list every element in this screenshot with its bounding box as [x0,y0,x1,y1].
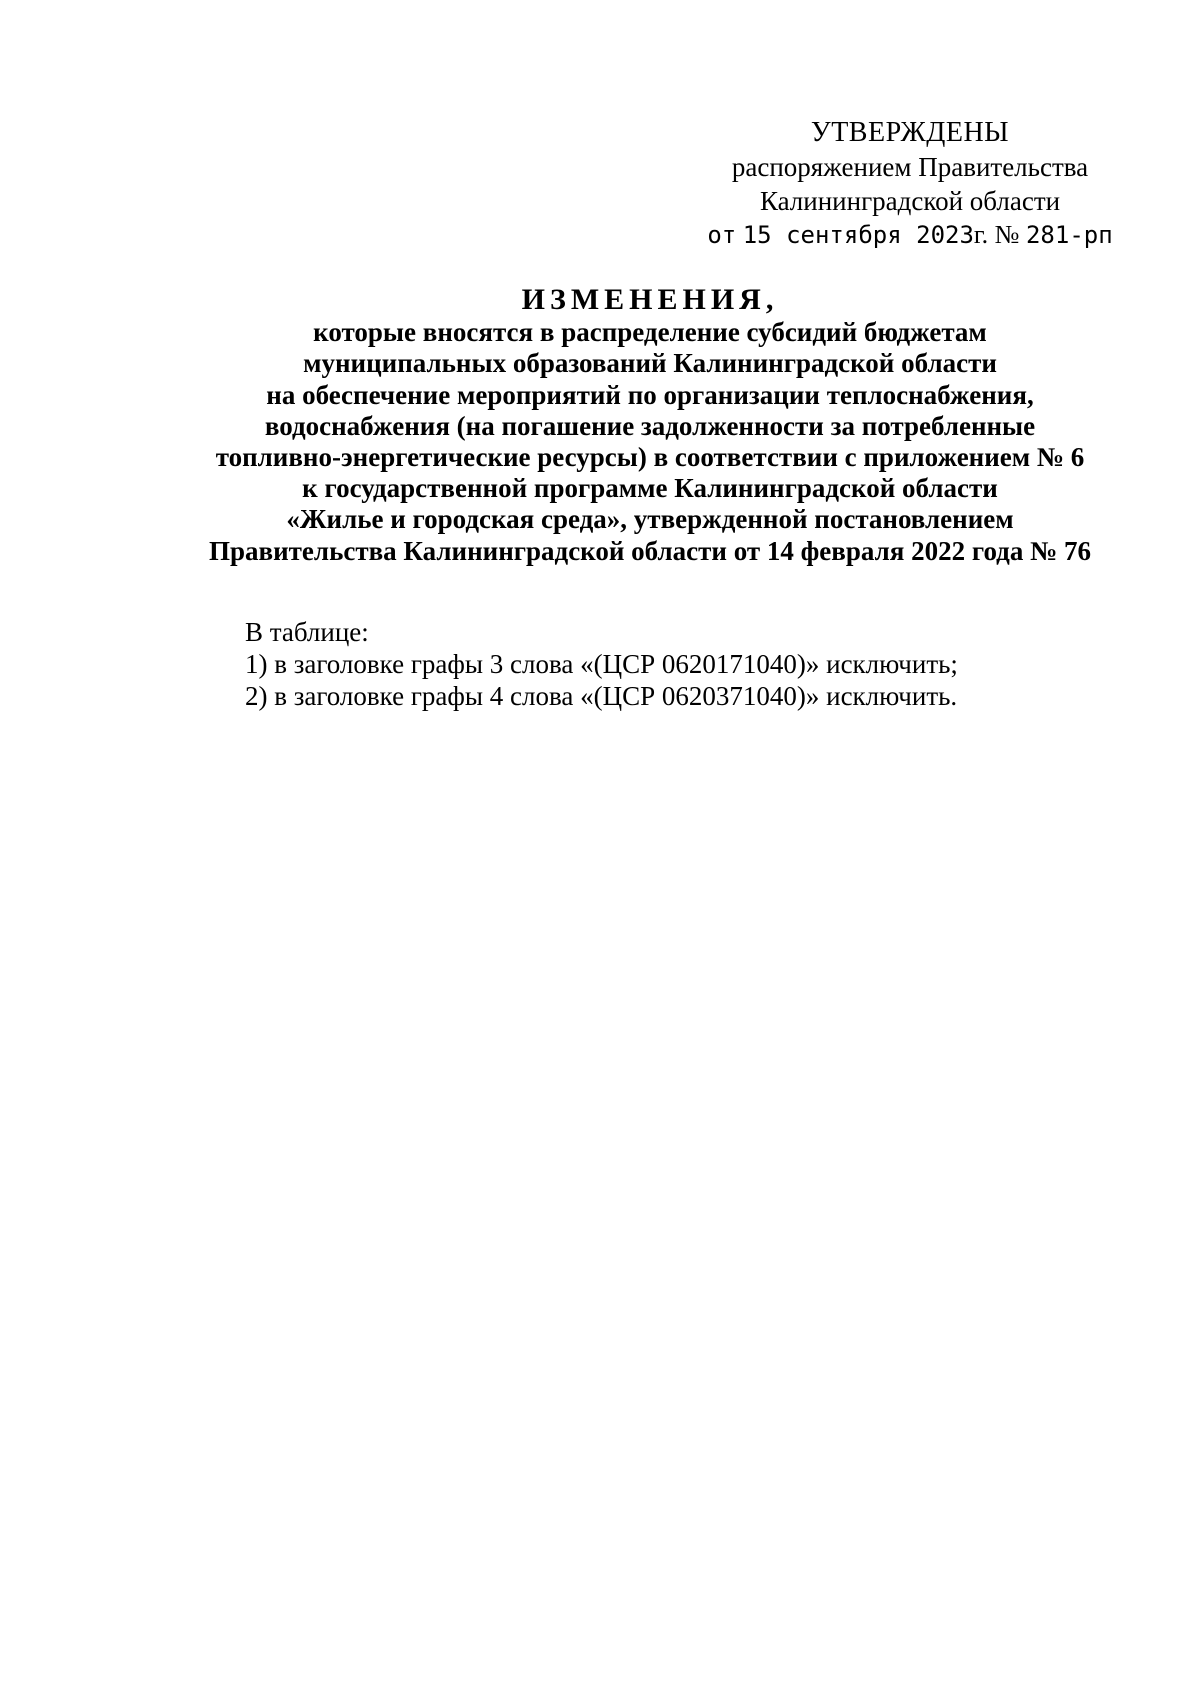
approval-number-sign: № [994,220,1020,249]
body-intro: В таблице: [245,617,369,647]
approval-stamp [700,116,1120,252]
heading-line: Правительства Калининградской области от 14 февраля 2022 года № 76 [209,535,1091,566]
heading-line: топливно-энергетические ресурсы) в соответствии с приложением № 6 [215,442,1085,473]
heading-line: которые вносятся в распределение субсидий бюджетам [313,317,987,348]
body-item: 2) в заголовке графы 4 слова «(ЦСР 0620371040)» исключить. [245,681,958,711]
heading-line: муниципальных образований Калининградской области [303,348,997,379]
approval-authority: распоряжением Правительства [731,152,1089,182]
approval-year-suffix: г. [973,220,989,249]
document-body [245,616,1145,712]
approval-title: УТВЕРЖДЕНЫ [810,117,1010,148]
approval-date-prefix: от [707,221,737,249]
approval-date: 15 сентября 2023 [742,221,974,249]
heading-line: на обеспечение мероприятий по организации теплоснабжения, [266,379,1034,410]
heading-line: «Жилье и городская среда», утвержденной постановлением [286,504,1014,535]
document-heading [150,284,1150,567]
approval-date-line [700,218,1120,252]
heading-line: водоснабжения (на погашение задолженности за потребленные [264,410,1036,441]
approval-number: 281-рп [1025,221,1113,249]
approval-region: Калининградской области [759,186,1061,216]
document-title: ИЗМЕНЕНИЯ, [521,283,779,316]
body-item: 1) в заголовке графы 3 слова «(ЦСР 0620171040)» исключить; [245,649,958,679]
heading-line: к государственной программе Калининградской области [302,473,998,504]
